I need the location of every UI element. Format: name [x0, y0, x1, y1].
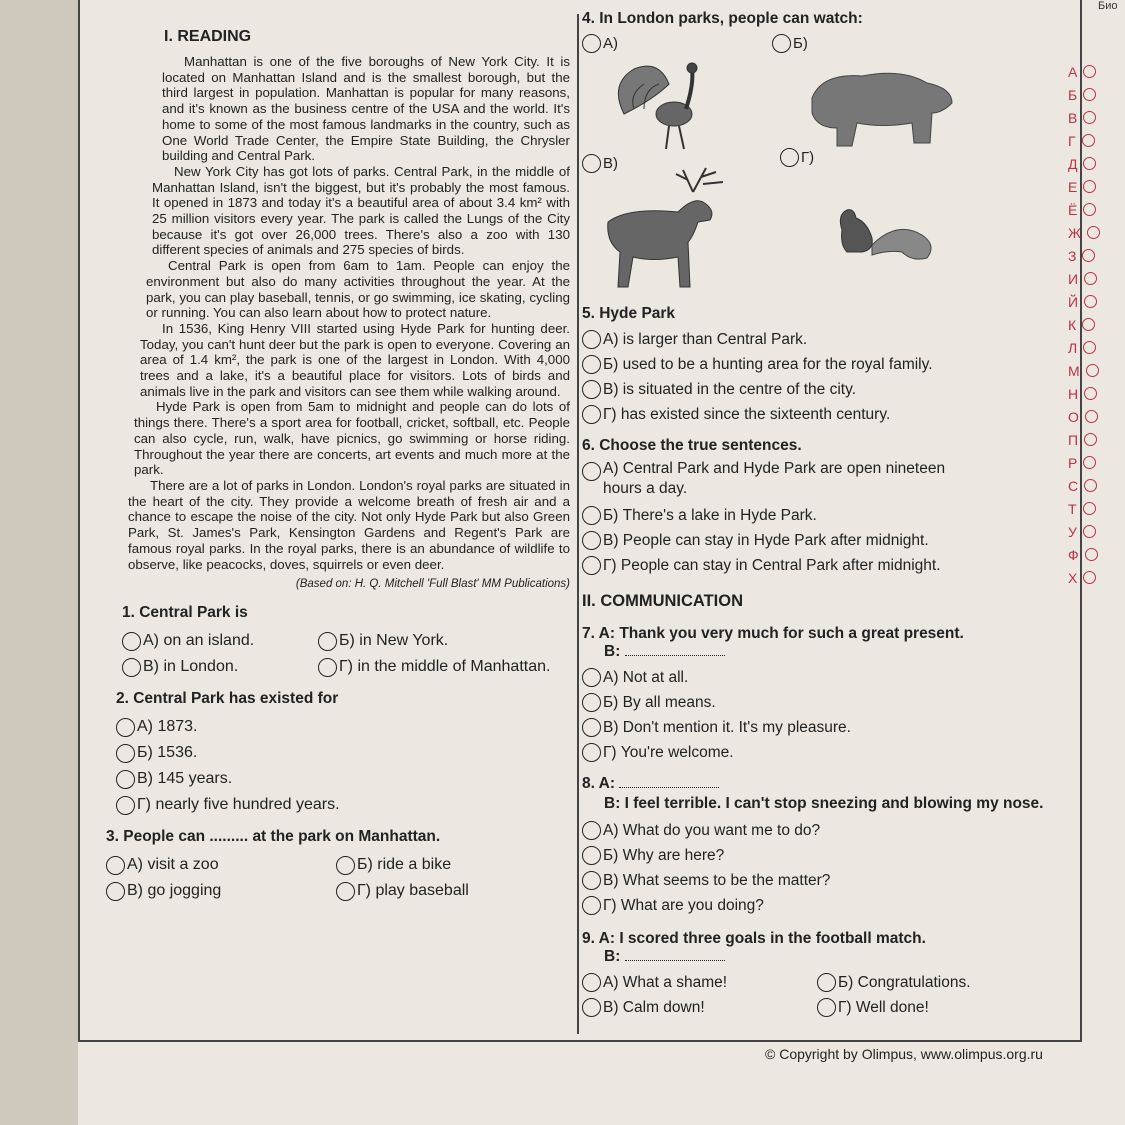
answer-bubble-icon[interactable] — [1083, 157, 1096, 170]
answer-letter: Л — [1068, 336, 1125, 359]
q5-option-a[interactable]: A) is larger than Central Park. — [582, 327, 1060, 352]
elk-icon — [598, 162, 738, 292]
answer-bubble-icon[interactable] — [1084, 295, 1097, 308]
answer-bubble-icon[interactable] — [1083, 525, 1096, 538]
q3-option-v[interactable]: B) go jogging — [106, 878, 336, 904]
radio-circle-icon[interactable] — [817, 973, 836, 992]
radio-circle-icon[interactable] — [582, 693, 601, 712]
question-5-title: 5. Hyde Park — [582, 305, 676, 322]
answer-letter: У — [1068, 520, 1125, 543]
question-2-title: 2. Central Park has existed for — [116, 690, 339, 708]
q2-option-v[interactable]: B) 145 years. — [116, 766, 570, 792]
q1-option-v[interactable]: B) in London. — [122, 654, 318, 680]
radio-circle-icon[interactable] — [336, 856, 355, 875]
answer-letter: А — [1068, 60, 1125, 83]
question-6-title: 6. Choose the true sentences. — [582, 437, 802, 454]
answer-letter: Ф — [1068, 543, 1125, 566]
radio-circle-icon[interactable] — [582, 531, 601, 550]
question-7-b: B: — [604, 643, 1060, 661]
paragraph-1: Manhattan is one of the five boroughs of New York City. It is located on Manhattan Island and is the smallest borough, but the third largest in population. Manhattan is popular for many reasons, and it's known as the business centre of the USA and the world. It's home to some of the most famous landmarks in the country, such as One World Trade Center, the Empire State Building, the Chrysler building and Central Park. — [162, 54, 570, 164]
answer-letter: К — [1068, 313, 1125, 336]
corner-fragment: Био — [1098, 0, 1118, 12]
q7-option-a[interactable]: A) Not at all. — [582, 665, 1060, 690]
q3-option-b[interactable]: Б) ride a bike — [336, 852, 546, 878]
reading-text — [100, 54, 570, 572]
radio-circle-icon[interactable] — [582, 355, 601, 374]
column-divider — [577, 14, 579, 1034]
answer-bubble-icon[interactable] — [1087, 226, 1100, 239]
q8-option-a[interactable]: A) What do you want me to do? — [582, 818, 1060, 843]
q4-option-v[interactable]: B) — [582, 154, 618, 173]
q9-option-g[interactable]: Г) Well done! — [817, 995, 929, 1020]
answer-letter: Р — [1068, 451, 1125, 474]
q4-option-a[interactable]: A) — [582, 34, 618, 53]
radio-circle-icon[interactable] — [116, 796, 135, 815]
answer-blank — [625, 948, 725, 961]
answer-letter: М — [1068, 359, 1125, 382]
answer-bubble-icon[interactable] — [1085, 548, 1098, 561]
radio-circle-icon[interactable] — [116, 718, 135, 737]
q8-option-b[interactable]: Б) Why are here? — [582, 843, 1060, 868]
radio-circle-icon[interactable] — [116, 744, 135, 763]
question-5 — [582, 305, 1060, 427]
answer-letter: Г — [1068, 129, 1125, 152]
q5-option-g[interactable]: Г) has existed since the sixteenth century. — [582, 402, 1060, 427]
radio-circle-icon[interactable] — [582, 462, 601, 481]
q6-option-v[interactable]: B) People can stay in Hyde Park after midnight. — [582, 528, 1060, 553]
radio-circle-icon[interactable] — [582, 998, 601, 1017]
question-3 — [100, 828, 570, 904]
q7-option-g[interactable]: Г) You're welcome. — [582, 740, 1060, 765]
q2-option-g[interactable]: Г) nearly five hundred years. — [116, 792, 570, 818]
answer-letter: Х — [1068, 566, 1125, 589]
answer-letter: И — [1068, 267, 1125, 290]
radio-circle-icon[interactable] — [582, 556, 601, 575]
q8-option-v[interactable]: B) What seems to be the matter? — [582, 868, 1060, 893]
answer-letter: Н — [1068, 382, 1125, 405]
q1-option-a[interactable]: A) on an island. — [122, 628, 318, 654]
q6-option-g[interactable]: Г) People can stay in Central Park after midnight. — [582, 553, 1060, 578]
answer-bubble-icon[interactable] — [1082, 134, 1095, 147]
question-1-title: 1. Central Park is — [122, 604, 248, 622]
answer-bubble-icon[interactable] — [1083, 456, 1096, 469]
answer-bubble-icon[interactable] — [1084, 479, 1097, 492]
q1-option-g[interactable]: Г) in the middle of Manhattan. — [318, 654, 570, 680]
answer-bubble-icon[interactable] — [1083, 111, 1096, 124]
radio-circle-icon[interactable] — [106, 856, 125, 875]
communication-heading: II. COMMUNICATION — [582, 592, 744, 610]
radio-circle-icon[interactable] — [582, 405, 601, 424]
question-7 — [582, 625, 1060, 765]
paragraph-5: Hyde Park is open from 5am to midnight and people can do lots of things there. There's a sport area for football, cricket, softball, etc. People can also cycle, run, walk, have picnics, go swimming or horse riding. Throughout the year there are concerts, art events and much more at the park. — [134, 399, 570, 478]
question-3-title: 3. People can ......... at the park on Manhattan. — [106, 828, 441, 846]
answer-letter: Ё — [1068, 198, 1125, 221]
radio-circle-icon[interactable] — [582, 506, 601, 525]
question-9-a: 9. A: I scored three goals in the football match. — [582, 930, 926, 947]
radio-circle-icon[interactable] — [582, 330, 601, 349]
radio-circle-icon[interactable] — [582, 846, 601, 865]
answer-letter: Б — [1068, 83, 1125, 106]
bear-icon — [802, 58, 962, 158]
radio-circle-icon[interactable] — [122, 632, 141, 651]
radio-circle-icon[interactable] — [116, 770, 135, 789]
q5-option-v[interactable]: B) is situated in the centre of the city. — [582, 377, 1060, 402]
answer-letter: С — [1068, 474, 1125, 497]
answer-letter: Ж — [1068, 221, 1125, 244]
q4-option-g[interactable]: Г) — [780, 148, 814, 167]
radio-circle-icon[interactable] — [318, 632, 337, 651]
radio-circle-icon[interactable] — [772, 34, 791, 53]
q5-option-b[interactable]: Б) used to be a hunting area for the royal family. — [582, 352, 1060, 377]
answer-bubble-icon[interactable] — [1084, 272, 1097, 285]
answer-letter: О — [1068, 405, 1125, 428]
answer-bubble-icon[interactable] — [1083, 502, 1096, 515]
q9-option-v[interactable]: B) Calm down! — [582, 995, 817, 1020]
q9-option-b[interactable]: Б) Congratulations. — [817, 970, 971, 995]
answer-letter: Т — [1068, 497, 1125, 520]
question-4-pictures — [582, 32, 1060, 297]
answer-bubble-icon[interactable] — [1082, 249, 1095, 262]
answer-letter: Д — [1068, 152, 1125, 175]
radio-circle-icon[interactable] — [582, 380, 601, 399]
paragraph-6: There are a lot of parks in London. London's royal parks are situated in the heart of the city. They provide a welcome breath of fresh air and a chance to escape the noise of the city. Not only Hyde Park but also Green Park, St. James's Park, Kensington Gardens and Regent's Park are famous royal parks. In the royal parks, there is an abundance of wildlife to observe, like peacocks, doves, squirrels or even deer. — [128, 477, 570, 572]
answer-letter: П — [1068, 428, 1125, 451]
question-4-title: 4. In London parks, people can watch: — [582, 10, 863, 27]
question-9 — [582, 930, 1060, 1020]
answer-bubble-icon[interactable] — [1085, 410, 1098, 423]
radio-circle-icon[interactable] — [318, 658, 337, 677]
q3-option-g[interactable]: Г) play baseball — [336, 878, 546, 904]
answer-bubble-icon[interactable] — [1086, 364, 1099, 377]
question-7-a: 7. A: Thank you very much for such a great present. — [582, 625, 964, 642]
radio-circle-icon[interactable] — [582, 871, 601, 890]
radio-circle-icon[interactable] — [106, 882, 125, 901]
q9-option-a[interactable]: A) What a shame! — [582, 970, 817, 995]
question-2 — [100, 690, 570, 818]
source-note: (Based on: H. Q. Mitchell 'Full Blast' MM Publications) — [295, 578, 570, 591]
reading-heading: I. READING — [164, 28, 252, 45]
answer-bubble-icon[interactable] — [1084, 433, 1097, 446]
q2-option-a[interactable]: A) 1873. — [116, 714, 570, 740]
left-column — [100, 18, 570, 904]
answer-letter: Й — [1068, 290, 1125, 313]
answer-bubble-icon[interactable] — [1082, 318, 1095, 331]
answer-sheet-letters — [1068, 60, 1125, 589]
answer-letter: Е — [1068, 175, 1125, 198]
radio-circle-icon[interactable] — [336, 882, 355, 901]
q2-option-b[interactable]: Б) 1536. — [116, 740, 570, 766]
q7-option-b[interactable]: Б) By all means. — [582, 690, 1060, 715]
radio-circle-icon[interactable] — [582, 668, 601, 687]
peacock-icon — [604, 54, 724, 154]
squirrel-icon — [832, 200, 942, 270]
answer-bubble-icon[interactable] — [1083, 180, 1096, 193]
question-6 — [582, 437, 1060, 578]
answer-blank — [625, 643, 725, 656]
answer-bubble-icon[interactable] — [1083, 203, 1096, 216]
radio-circle-icon[interactable] — [582, 973, 601, 992]
radio-circle-icon[interactable] — [582, 896, 601, 915]
question-8-b: B: I feel terrible. I can't stop sneezing and blowing my nose. — [604, 795, 1044, 812]
question-8 — [582, 775, 1060, 918]
answer-bubble-icon[interactable] — [1083, 88, 1096, 101]
q1-option-b[interactable]: Б) in New York. — [318, 628, 570, 654]
radio-circle-icon[interactable] — [817, 998, 836, 1017]
q3-option-a[interactable]: A) visit a zoo — [106, 852, 336, 878]
q6-option-a[interactable]: A) Central Park and Hyde Park are open nineteen hours a day. — [582, 459, 1060, 499]
answer-blank — [619, 775, 719, 788]
radio-circle-icon[interactable] — [582, 34, 601, 53]
question-9-b: B: — [604, 948, 1060, 966]
radio-circle-icon[interactable] — [122, 658, 141, 677]
paragraph-2: New York City has got lots of parks. Central Park, in the middle of Manhattan Island, isn't the biggest, but it's probably the most famous. It opened in 1873 and today it's a beautiful area of about 3.4 km² with 25 million visitors every year. The park is called the Lungs of the City because it's got over 26,000 trees. There's also a zoo with 130 different species of animals and 275 species of birds. — [152, 163, 570, 258]
answer-bubble-icon[interactable] — [1083, 341, 1096, 354]
answer-bubble-icon[interactable] — [1083, 65, 1096, 78]
q4-option-b[interactable]: Б) — [772, 34, 808, 53]
radio-circle-icon[interactable] — [780, 148, 799, 167]
copyright: © Copyright by Olimpus, www.olimpus.org.ru — [765, 1046, 1043, 1062]
right-column — [582, 10, 1060, 1020]
radio-circle-icon[interactable] — [582, 743, 601, 762]
radio-circle-icon[interactable] — [582, 718, 601, 737]
q7-option-v[interactable]: B) Don't mention it. It's my pleasure. — [582, 715, 1060, 740]
q6-option-b[interactable]: Б) There's a lake in Hyde Park. — [582, 503, 1060, 528]
answer-bubble-icon[interactable] — [1083, 571, 1096, 584]
question-1 — [100, 604, 570, 680]
paragraph-4: In 1536, King Henry VIII started using Hyde Park for hunting deer. Today, you can't hunt deer but the park is open to everyone. Covering an area of 1.4 km², the park is one of the largest in London. With 4,000 trees and a lake, it's a beautiful place for visitors. Lots of birds and animals live in the park and visitors can see them while walking around. — [140, 320, 570, 399]
paragraph-3: Central Park is open from 6am to 1am. People can enjoy the environment but also do many activities throughout the year. At the park, you can play baseball, tennis, or go swimming, ice skating, cycling or running. You can also learn about how to protect nature. — [146, 258, 570, 321]
answer-letter: В — [1068, 106, 1125, 129]
question-8-a: 8. A: — [582, 775, 1060, 793]
q8-option-g[interactable]: Г) What are you doing? — [582, 893, 1060, 918]
answer-bubble-icon[interactable] — [1084, 387, 1097, 400]
answer-letter: З — [1068, 244, 1125, 267]
radio-circle-icon[interactable] — [582, 821, 601, 840]
